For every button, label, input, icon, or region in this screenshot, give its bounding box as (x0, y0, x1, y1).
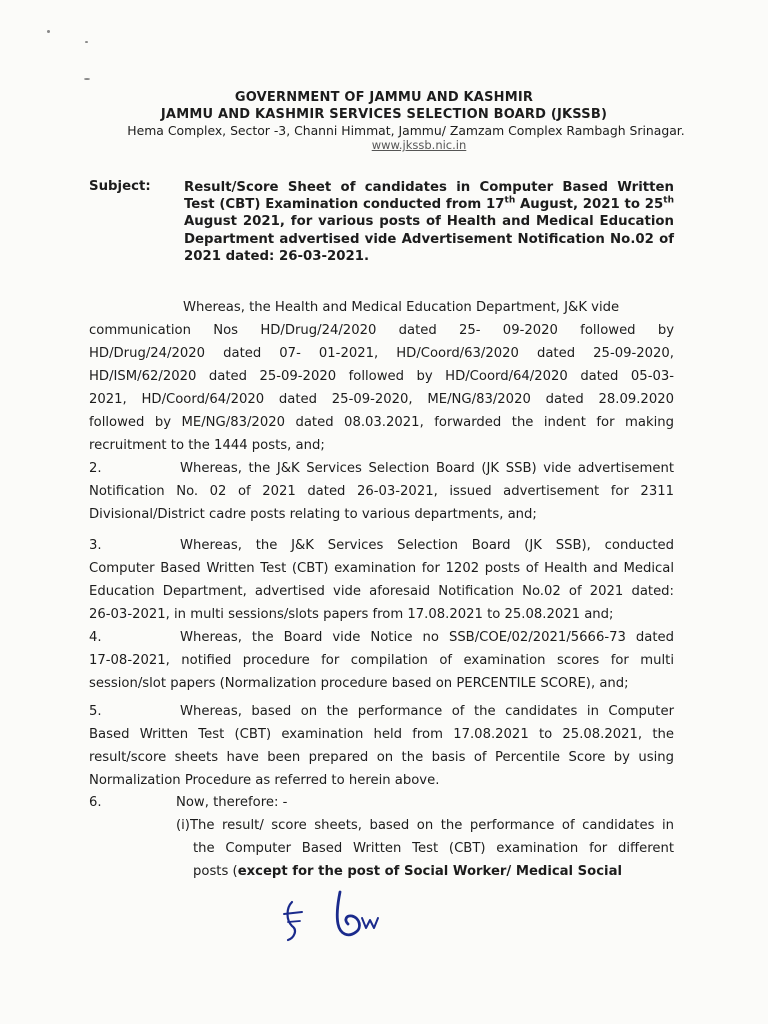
para2-line: Divisional/District cadre posts relating to various departments, and; (89, 507, 537, 522)
para1-line: HD/ISM/62/2020 dated 25-09-2020 followed by HD/Coord/64/2020 dated 05-03- (89, 369, 674, 384)
scan-speck (84, 78, 90, 80)
para3-line: Computer Based Written Test (CBT) examination for 1202 posts of Health and Medical (89, 561, 674, 576)
header-address: Hema Complex, Sector -3, Channi Himmat, Jammu/ Zamzam Complex Rambagh Srinagar. (127, 123, 685, 138)
para1-line: 2021, HD/Coord/64/2020 dated 25-09-2020, ME/NG/83/2020 dated 28.09.2020 (89, 392, 674, 407)
header-website-link[interactable]: www.jkssb.nic.in (371, 138, 467, 152)
para4-number: 4. (89, 630, 102, 645)
subject-part-3: August 2021, for various posts of Health and Medical Education Department advertised vide Advertisement Notification No.02 of 2021 dated: 26-03-2021. (184, 214, 674, 264)
para6-number: 6. (89, 795, 102, 810)
signature-stroke (288, 921, 300, 922)
handwritten-signature (278, 888, 408, 948)
subject-text (184, 179, 674, 265)
para5-line: Normalization Procedure as referred to herein above. (89, 773, 440, 788)
para4-line: Whereas, the Board vide Notice no SSB/COE/02/2021/5666-73 dated (180, 630, 674, 645)
scan-speck (85, 41, 88, 43)
para5-line: Whereas, based on the performance of the candidates in Computer (180, 704, 674, 719)
para2-line: Whereas, the J&K Services Selection Board (JK SSB) vide advertisement (180, 461, 674, 476)
para3-number: 3. (89, 538, 102, 553)
para3-line: Education Department, advertised vide aforesaid Notification No.02 of 2021 dated: (89, 584, 674, 599)
para2-line: Notification No. 02 of 2021 dated 26-03-2021, issued advertisement for 2311 (89, 484, 674, 499)
para4-line: session/slot papers (Normalization procedure based on PERCENTILE SCORE), and; (89, 676, 629, 691)
para1-line: HD/Drug/24/2020 dated 07- 01-2021, HD/Coord/63/2020 dated 25-09-2020, (89, 346, 674, 361)
para4-line: 17-08-2021, notified procedure for compilation of examination scores for multi (89, 653, 674, 668)
header-government: GOVERNMENT OF JAMMU AND KASHMIR (234, 90, 534, 105)
subject-part-2: August, 2021 to 25 (515, 197, 664, 213)
subject-sup-2: th (663, 195, 674, 206)
para1-line: recruitment to the 1444 posts, and; (89, 438, 325, 453)
subject-part-1: Result/Score Sheet of candidates in Computer Based Written Test (CBT) Examination conducted from 17 (184, 180, 674, 213)
para5-line: Based Written Test (CBT) examination held from 17.08.2021 to 25.08.2021, the (89, 727, 674, 742)
para6-last-bold: except for the post of Social Worker/ Medical Social (237, 864, 622, 879)
para6-last-prefix: posts ( (193, 864, 238, 879)
para1-line: Whereas, the Health and Medical Education Department, J&K vide (183, 300, 620, 315)
para6-item-line: the Computer Based Written Test (CBT) examination for different (193, 841, 674, 856)
para3-line: Whereas, the J&K Services Selection Board (JK SSB), conducted (180, 538, 674, 553)
para5-number: 5. (89, 704, 102, 719)
para1-line: communication Nos HD/Drug/24/2020 dated 25- 09-2020 followed by (89, 323, 674, 338)
para2-number: 2. (89, 461, 102, 476)
para3-line: 26-03-2021, in multi sessions/slots papers from 17.08.2021 to 25.08.2021 and; (89, 607, 614, 622)
para6-item-line (193, 864, 622, 879)
para6-item-line: (i)The result/ score sheets, based on the performance of candidates in (176, 818, 674, 833)
signature-stroke (362, 918, 378, 928)
signature-stroke (337, 892, 359, 935)
para5-line: result/score sheets have been prepared on the basis of Percentile Score by using (89, 750, 674, 765)
header-board-name: JAMMU AND KASHMIR SERVICES SELECTION BOARD (JKSSB) (160, 107, 608, 122)
scan-speck (47, 30, 50, 33)
para6-lead: Now, therefore: - (176, 795, 288, 810)
subject-sup-1: th (504, 195, 516, 206)
subject-label: Subject: (89, 179, 151, 194)
para1-line: followed by ME/NG/83/2020 dated 08.03.2021, forwarded the indent for making (89, 415, 674, 430)
